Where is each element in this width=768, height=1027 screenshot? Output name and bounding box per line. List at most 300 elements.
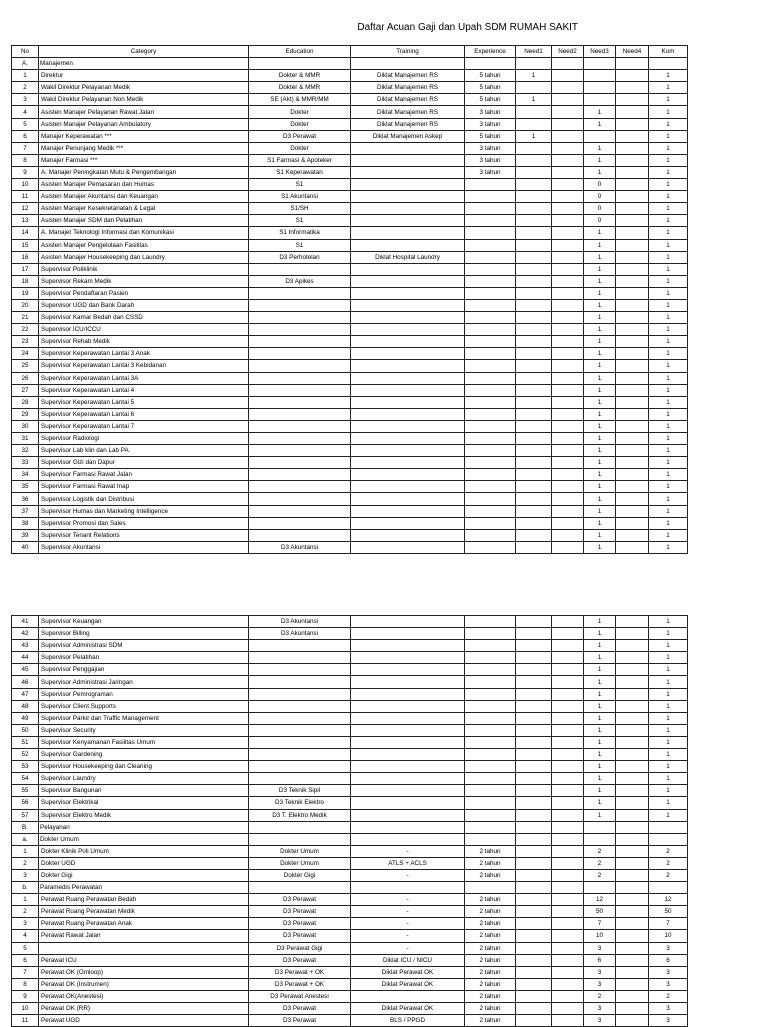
cell-no: 46 xyxy=(12,676,39,688)
table-row xyxy=(12,906,688,918)
cell-no: 41 xyxy=(12,616,39,628)
cell-experience xyxy=(465,227,516,239)
table-row xyxy=(12,990,688,1002)
empty-cell xyxy=(516,833,552,845)
cell-need2 xyxy=(552,166,584,178)
cell-no: 1 xyxy=(12,70,39,82)
cell-no: 50 xyxy=(12,724,39,736)
table-row xyxy=(12,408,688,420)
table-row xyxy=(12,918,688,930)
empty-cell xyxy=(516,882,552,894)
cell-experience: 5 tahun xyxy=(465,94,516,106)
cell-category: Perawat OK(Anestesi) xyxy=(39,990,249,1002)
cell-need3: 1 xyxy=(584,652,616,664)
cell-training xyxy=(351,676,465,688)
cell-training xyxy=(351,749,465,761)
cell-experience: 5 tahun xyxy=(465,130,516,142)
cell-training xyxy=(351,505,465,517)
cell-no: 45 xyxy=(12,664,39,676)
cell-need1 xyxy=(516,324,552,336)
cell-education xyxy=(249,736,351,748)
cell-no: 20 xyxy=(12,299,39,311)
cell-category: Supervisor Laundry xyxy=(39,773,249,785)
cell-education: D3 Perawat xyxy=(249,906,351,918)
cell-no: 52 xyxy=(12,749,39,761)
cell-need3: 0 xyxy=(584,203,616,215)
table-row xyxy=(12,616,688,628)
cell-kum: 1 xyxy=(649,469,688,481)
cell-education xyxy=(249,700,351,712)
cell-need3: 2 xyxy=(584,869,616,881)
cell-need2 xyxy=(552,433,584,445)
cell-need4 xyxy=(616,640,649,652)
cell-category: Perawat Rawat Jalan xyxy=(39,930,249,942)
cell-need3: 1 xyxy=(584,239,616,251)
cell-kum: 1 xyxy=(649,94,688,106)
cell-kum: 1 xyxy=(649,336,688,348)
cell-no: 56 xyxy=(12,797,39,809)
table-row xyxy=(12,1003,688,1015)
cell-education xyxy=(249,724,351,736)
cell-need1 xyxy=(516,541,552,553)
cell-experience xyxy=(465,239,516,251)
cell-need1 xyxy=(516,785,552,797)
empty-cell xyxy=(249,833,351,845)
empty-cell xyxy=(351,882,465,894)
cell-need3: 1 xyxy=(584,493,616,505)
cell-category: A. Manajer Peningkatan Mutu & Pengembangan xyxy=(39,166,249,178)
cell-training: Diklat Manajemen RS xyxy=(351,106,465,118)
cell-category: Asisten Manajer Akuntansi dan Keuangan xyxy=(39,191,249,203)
cell-need4 xyxy=(616,676,649,688)
cell-category: Supervisor Keperawatan Lantai 3A xyxy=(39,372,249,384)
empty-cell xyxy=(249,882,351,894)
cell-category: Supervisor Elektrikal xyxy=(39,797,249,809)
cell-category: Supervisor Bangunan xyxy=(39,785,249,797)
cell-need3: 1 xyxy=(584,640,616,652)
cell-need2 xyxy=(552,154,584,166)
cell-need1 xyxy=(516,82,552,94)
cell-experience xyxy=(465,652,516,664)
cell-need1 xyxy=(516,712,552,724)
cell-no: 6 xyxy=(12,130,39,142)
cell-training xyxy=(351,336,465,348)
cell-need3: 1 xyxy=(584,785,616,797)
cell-need4 xyxy=(616,517,649,529)
cell-need1 xyxy=(516,906,552,918)
cell-no: 17 xyxy=(12,263,39,275)
cell-kum: 1 xyxy=(649,640,688,652)
cell-training: Diklat Manajemen RS xyxy=(351,94,465,106)
cell-education: S1/SH xyxy=(249,203,351,215)
cell-category: Supervisor ICU/ICCU xyxy=(39,324,249,336)
cell-need4 xyxy=(616,688,649,700)
cell-need2 xyxy=(552,616,584,628)
cell-need1 xyxy=(516,493,552,505)
cell-no: 38 xyxy=(12,517,39,529)
table-row xyxy=(12,676,688,688)
cell-no: 30 xyxy=(12,420,39,432)
cell-training xyxy=(351,773,465,785)
cell-need1 xyxy=(516,845,552,857)
cell-education xyxy=(249,420,351,432)
salary-reference-table-page-1 xyxy=(11,45,688,554)
cell-category: Perawat Ruang Perawatan Anak xyxy=(39,918,249,930)
cell-kum: 1 xyxy=(649,445,688,457)
cell-experience xyxy=(465,203,516,215)
cell-experience: 2 tahun xyxy=(465,845,516,857)
cell-training xyxy=(351,239,465,251)
cell-need2 xyxy=(552,1015,584,1027)
cell-experience xyxy=(465,541,516,553)
cell-category: Supervisor Keperawatan Lantai 4 xyxy=(39,384,249,396)
cell-training xyxy=(351,348,465,360)
cell-kum: 1 xyxy=(649,154,688,166)
cell-education: D3 Akuntansi xyxy=(249,541,351,553)
cell-education: Dokter Umum xyxy=(249,857,351,869)
cell-category: Supervisor Tenant Relations xyxy=(39,529,249,541)
cell-education: D3 Perawat + OK xyxy=(249,966,351,978)
cell-need1: 1 xyxy=(516,70,552,82)
cell-no: 4 xyxy=(12,930,39,942)
cell-need1: 1 xyxy=(516,94,552,106)
cell-need2 xyxy=(552,106,584,118)
cell-need1 xyxy=(516,154,552,166)
cell-need3: 3 xyxy=(584,1003,616,1015)
cell-training xyxy=(351,529,465,541)
cell-training: Diklat Manajemen RS xyxy=(351,70,465,82)
cell-category: Supervisor Lab klin dan Lab PA xyxy=(39,445,249,457)
cell-category: Supervisor Gizi dan Dapur xyxy=(39,457,249,469)
cell-category: Asisten Manajer Pelayanan Rawat Jalan xyxy=(39,106,249,118)
cell-kum: 1 xyxy=(649,227,688,239)
cell-need4 xyxy=(616,712,649,724)
cell-need4 xyxy=(616,628,649,640)
cell-training xyxy=(351,785,465,797)
cell-education: S1 Informatika xyxy=(249,227,351,239)
cell-education: D3 T. Elektro Medik xyxy=(249,809,351,821)
table-row xyxy=(12,130,688,142)
cell-need4 xyxy=(616,773,649,785)
cell-need1 xyxy=(516,664,552,676)
cell-need2 xyxy=(552,942,584,954)
cell-no: 21 xyxy=(12,312,39,324)
cell-kum: 1 xyxy=(649,785,688,797)
cell-education xyxy=(249,688,351,700)
cell-need2 xyxy=(552,966,584,978)
cell-need2 xyxy=(552,906,584,918)
table-row xyxy=(12,712,688,724)
cell-need2 xyxy=(552,712,584,724)
table-row xyxy=(12,166,688,178)
table-row xyxy=(12,493,688,505)
cell-training: - xyxy=(351,942,465,954)
cell-no: 13 xyxy=(12,215,39,227)
cell-kum: 1 xyxy=(649,505,688,517)
cell-education xyxy=(249,324,351,336)
cell-kum: 1 xyxy=(649,191,688,203)
cell-need3: 6 xyxy=(584,954,616,966)
cell-no: 12 xyxy=(12,203,39,215)
table-row xyxy=(12,954,688,966)
cell-education: Dokter xyxy=(249,142,351,154)
cell-need1 xyxy=(516,978,552,990)
cell-category: Supervisor Keperawatan Lantai 6 xyxy=(39,408,249,420)
cell-kum: 3 xyxy=(649,1015,688,1027)
cell-education xyxy=(249,372,351,384)
cell-need3: 1 xyxy=(584,529,616,541)
cell-experience xyxy=(465,396,516,408)
cell-need1 xyxy=(516,239,552,251)
table-row xyxy=(12,469,688,481)
cell-experience xyxy=(465,324,516,336)
cell-need4 xyxy=(616,1015,649,1027)
cell-education: S1 Keperawatan xyxy=(249,166,351,178)
empty-cell xyxy=(616,882,649,894)
cell-need2 xyxy=(552,529,584,541)
table-row xyxy=(12,894,688,906)
cell-need3: 1 xyxy=(584,664,616,676)
cell-category: Supervisor Rekam Medik xyxy=(39,275,249,287)
table-row xyxy=(12,384,688,396)
cell-need4 xyxy=(616,505,649,517)
section-label: Dokter Umum xyxy=(39,833,249,845)
table-row xyxy=(12,529,688,541)
table-row xyxy=(12,640,688,652)
cell-no: 34 xyxy=(12,469,39,481)
cell-need3: 2 xyxy=(584,990,616,1002)
empty-cell xyxy=(465,833,516,845)
cell-experience: 2 tahun xyxy=(465,894,516,906)
cell-need1 xyxy=(516,445,552,457)
table-row xyxy=(12,191,688,203)
cell-education: D3 Perawat + OK xyxy=(249,978,351,990)
cell-education: S1 xyxy=(249,215,351,227)
cell-need4 xyxy=(616,457,649,469)
cell-training: Diklat ICU / NICU xyxy=(351,954,465,966)
cell-no: 24 xyxy=(12,348,39,360)
cell-category: Supervisor Keperawatan Lantai 3 Kebidanan xyxy=(39,360,249,372)
cell-training xyxy=(351,457,465,469)
cell-need2 xyxy=(552,130,584,142)
cell-experience: 3 tahun xyxy=(465,166,516,178)
cell-kum: 1 xyxy=(649,724,688,736)
cell-need1 xyxy=(516,118,552,130)
cell-need2 xyxy=(552,408,584,420)
cell-need3: 1 xyxy=(584,433,616,445)
cell-kum: 6 xyxy=(649,954,688,966)
cell-category: Supervisor Pemrograman xyxy=(39,688,249,700)
cell-category: Supervisor Akuntansi xyxy=(39,541,249,553)
cell-need3: 1 xyxy=(584,166,616,178)
cell-need2 xyxy=(552,736,584,748)
cell-need3: 1 xyxy=(584,469,616,481)
cell-need2 xyxy=(552,191,584,203)
table-row xyxy=(12,966,688,978)
cell-need2 xyxy=(552,1003,584,1015)
cell-need4 xyxy=(616,664,649,676)
cell-need2 xyxy=(552,275,584,287)
cell-experience: 2 tahun xyxy=(465,1015,516,1027)
empty-cell xyxy=(584,58,616,70)
cell-need2 xyxy=(552,420,584,432)
cell-education xyxy=(249,505,351,517)
cell-need1 xyxy=(516,942,552,954)
cell-no: 5 xyxy=(12,118,39,130)
cell-need3 xyxy=(584,70,616,82)
cell-experience: 2 tahun xyxy=(465,906,516,918)
section-marker: A. xyxy=(12,58,39,70)
cell-category: Supervisor Client Supports xyxy=(39,700,249,712)
cell-need1 xyxy=(516,797,552,809)
cell-need3: 10 xyxy=(584,930,616,942)
cell-need1 xyxy=(516,761,552,773)
cell-training: Diklat Manajemen RS xyxy=(351,82,465,94)
cell-education: S1 xyxy=(249,179,351,191)
cell-need1 xyxy=(516,749,552,761)
cell-no: 9 xyxy=(12,990,39,1002)
table-row xyxy=(12,348,688,360)
cell-need2 xyxy=(552,809,584,821)
cell-experience xyxy=(465,251,516,263)
cell-kum: 1 xyxy=(649,251,688,263)
cell-no: 55 xyxy=(12,785,39,797)
cell-kum: 1 xyxy=(649,215,688,227)
cell-no: 29 xyxy=(12,408,39,420)
cell-need3: 1 xyxy=(584,481,616,493)
cell-education xyxy=(249,481,351,493)
cell-education: D3 Perhotelan xyxy=(249,251,351,263)
cell-kum: 1 xyxy=(649,408,688,420)
table-row xyxy=(12,154,688,166)
cell-kum: 1 xyxy=(649,372,688,384)
cell-experience xyxy=(465,215,516,227)
cell-category: Supervisor Gardening xyxy=(39,749,249,761)
cell-training xyxy=(351,263,465,275)
cell-kum: 1 xyxy=(649,360,688,372)
table-row xyxy=(12,930,688,942)
cell-no: 19 xyxy=(12,287,39,299)
cell-education xyxy=(249,360,351,372)
cell-need4 xyxy=(616,445,649,457)
cell-category: Supervisor Administrasi Jaringan xyxy=(39,676,249,688)
cell-training xyxy=(351,372,465,384)
cell-no: 3 xyxy=(12,869,39,881)
cell-need1 xyxy=(516,396,552,408)
cell-category: Supervisor Elektro Medik xyxy=(39,809,249,821)
cell-education: D3 Apikes xyxy=(249,275,351,287)
cell-need1 xyxy=(516,179,552,191)
cell-training xyxy=(351,142,465,154)
cell-need3: 2 xyxy=(584,845,616,857)
section-marker: a. xyxy=(12,833,39,845)
cell-no: 2 xyxy=(12,857,39,869)
header-training: Training xyxy=(351,46,465,58)
cell-need4 xyxy=(616,529,649,541)
cell-experience xyxy=(465,797,516,809)
cell-no: 5 xyxy=(12,942,39,954)
cell-education xyxy=(249,529,351,541)
cell-need3: 1 xyxy=(584,154,616,166)
table-row xyxy=(12,445,688,457)
table-row xyxy=(12,517,688,529)
empty-cell xyxy=(552,821,584,833)
table-row xyxy=(12,263,688,275)
cell-need4 xyxy=(616,324,649,336)
cell-training xyxy=(351,384,465,396)
cell-kum: 2 xyxy=(649,990,688,1002)
cell-training xyxy=(351,166,465,178)
cell-need4 xyxy=(616,396,649,408)
header-need1: Need1 xyxy=(516,46,552,58)
table-row xyxy=(12,978,688,990)
cell-training xyxy=(351,628,465,640)
cell-kum: 1 xyxy=(649,736,688,748)
cell-kum: 7 xyxy=(649,918,688,930)
cell-category: Manajer Keperawatan *** xyxy=(39,130,249,142)
cell-kum: 1 xyxy=(649,312,688,324)
cell-training xyxy=(351,761,465,773)
cell-kum: 2 xyxy=(649,845,688,857)
cell-kum: 1 xyxy=(649,70,688,82)
cell-kum: 1 xyxy=(649,749,688,761)
cell-need1 xyxy=(516,263,552,275)
cell-need2 xyxy=(552,700,584,712)
cell-training xyxy=(351,664,465,676)
cell-category: Perawat OK (RR) xyxy=(39,1003,249,1015)
cell-category: Supervisor Penggajian xyxy=(39,664,249,676)
cell-category: Asisten Manajer Housekeeping dan Laundry xyxy=(39,251,249,263)
cell-need2 xyxy=(552,336,584,348)
cell-need2 xyxy=(552,688,584,700)
cell-experience xyxy=(465,773,516,785)
table-row xyxy=(12,688,688,700)
cell-category: Supervisor Promosi dan Sales xyxy=(39,517,249,529)
table-row xyxy=(12,82,688,94)
cell-need4 xyxy=(616,106,649,118)
table-row xyxy=(12,142,688,154)
cell-education xyxy=(249,749,351,761)
cell-kum: 1 xyxy=(649,179,688,191)
cell-need4 xyxy=(616,541,649,553)
cell-education: D3 Teknik Elektro xyxy=(249,797,351,809)
cell-training xyxy=(351,990,465,1002)
table-row xyxy=(12,700,688,712)
cell-experience xyxy=(465,809,516,821)
cell-need4 xyxy=(616,287,649,299)
cell-experience xyxy=(465,336,516,348)
cell-experience xyxy=(465,312,516,324)
cell-kum: 1 xyxy=(649,106,688,118)
cell-no: 35 xyxy=(12,481,39,493)
empty-cell xyxy=(616,833,649,845)
cell-need1 xyxy=(516,990,552,1002)
cell-no: 1 xyxy=(12,894,39,906)
cell-need1 xyxy=(516,724,552,736)
cell-need3: 7 xyxy=(584,918,616,930)
cell-need1 xyxy=(516,215,552,227)
table-row xyxy=(12,203,688,215)
cell-education: Dokter xyxy=(249,106,351,118)
cell-training xyxy=(351,203,465,215)
cell-need4 xyxy=(616,299,649,311)
cell-kum: 1 xyxy=(649,396,688,408)
cell-need1 xyxy=(516,517,552,529)
cell-need4 xyxy=(616,227,649,239)
cell-no: 9 xyxy=(12,166,39,178)
cell-need2 xyxy=(552,372,584,384)
cell-kum: 3 xyxy=(649,1003,688,1015)
